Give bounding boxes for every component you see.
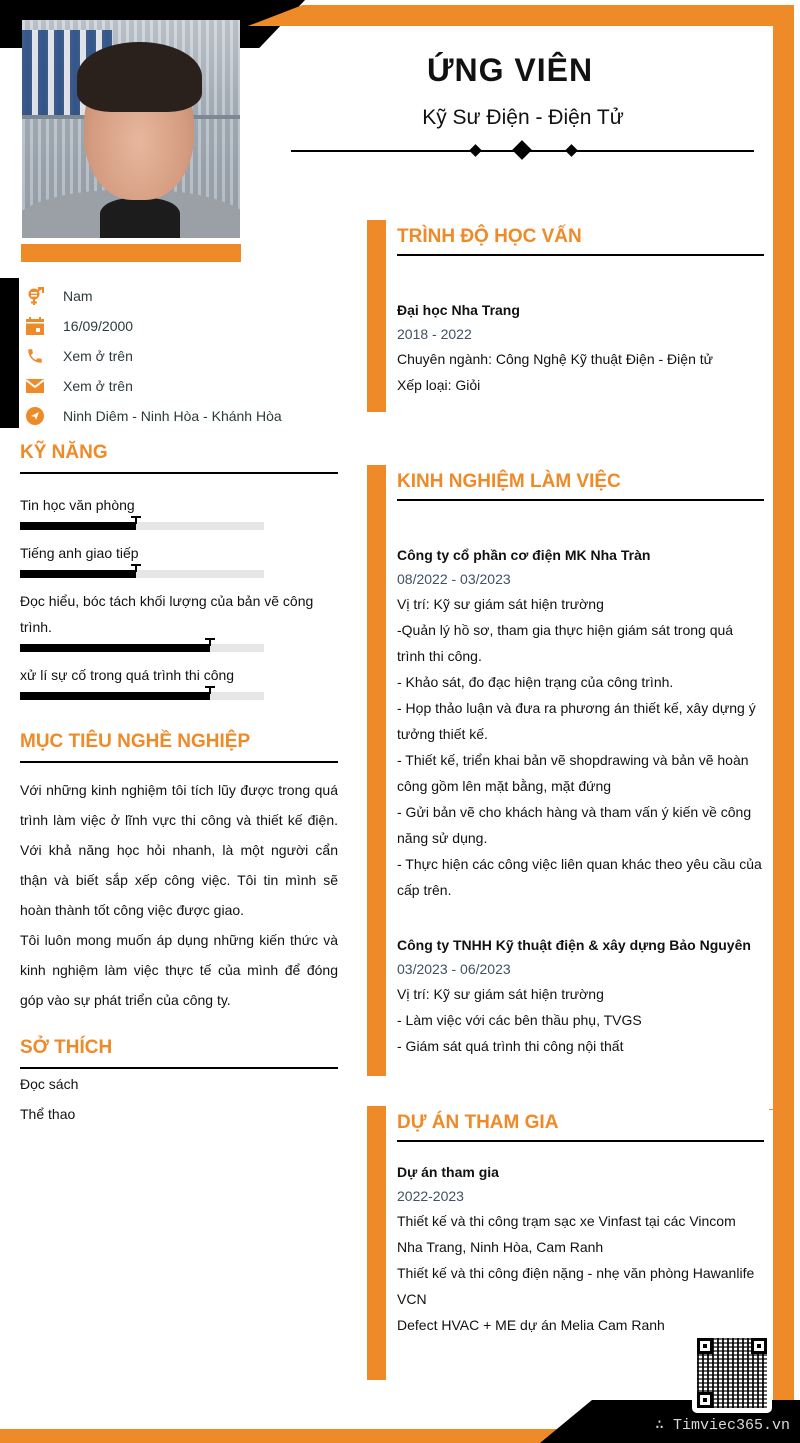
diamond-small-left	[469, 144, 482, 157]
skill-label: Đọc hiểu, bóc tách khối lượng của bản vẽ công trình.	[20, 593, 314, 635]
skill-bar	[20, 644, 264, 652]
skill-item	[20, 492, 338, 530]
job-line: - Làm việc với các bên thầu phụ, TVGS	[397, 1012, 642, 1028]
bottom-orange-band	[0, 1429, 560, 1443]
qr-finder-top-left	[697, 1338, 713, 1354]
job-period: 03/2023 - 06/2023	[397, 961, 511, 977]
header-divider	[291, 150, 754, 152]
projects-heading: DỰ ÁN THAM GIA	[397, 1112, 559, 1133]
skill-label: Tiếng anh giao tiếp	[20, 545, 139, 561]
goal-paragraph: Với những kinh nghiệm tôi tích lũy được trong quá trình làm việc ở lĩnh vực thi công và thiết kế điện. Với khả năng học hỏi nhanh, là một người cẩn thận và biết sắp xếp công việc. Tôi tin mình sẽ hoàn thành tốt công việc được giao.	[20, 782, 338, 918]
gender-icon	[25, 286, 45, 306]
education-heading: TRÌNH ĐỘ HỌC VẤN	[397, 226, 582, 247]
contact-email-value: Xem ở trên	[63, 378, 133, 394]
contact-list	[25, 281, 345, 431]
skills-rule	[20, 472, 338, 474]
job-entry	[397, 933, 764, 1059]
education-line: Chuyên ngành: Công Nghệ Kỹ thuật Điện - Điện tử	[397, 351, 714, 367]
education-section	[397, 226, 764, 398]
contact-phone-value: Xem ở trên	[63, 348, 133, 364]
job-line: - Họp thảo luận và đưa ra phương án thiết kế, xây dựng ý tưởng thiết kế.	[397, 700, 756, 742]
job-period: 08/2022 - 03/2023	[397, 571, 511, 587]
skill-label: Tin học văn phòng	[20, 497, 135, 513]
contact-address-value: Ninh Diêm - Ninh Hòa - Khánh Hòa	[63, 408, 282, 424]
project-line: Defect HVAC + ME dự án Melia Cam Ranh	[397, 1317, 665, 1333]
job-company: Công ty TNHH Kỹ thuật điện & xây dựng Bảo Nguyên	[397, 937, 751, 953]
skill-bar	[20, 692, 264, 700]
job-line: - Gửi bản vẽ cho khách hàng và tham vấn ý kiến về công năng sử dụng.	[397, 804, 752, 846]
avatar-photo	[22, 20, 240, 238]
job-line: -Quản lý hồ sơ, tham gia thực hiện giám sát trong quá trình thi công.	[397, 622, 734, 664]
contact-gender-value: Nam	[63, 288, 93, 304]
skill-label: xử lí sự cố trong quá trình thi công	[20, 667, 235, 683]
hobby-item: Thể thao	[20, 1106, 76, 1122]
project-name: Dự án tham gia	[397, 1164, 499, 1180]
projects-accent-bar	[367, 1106, 386, 1380]
diamond-small-right	[565, 144, 578, 157]
project-line: Thiết kế và thi công điện nặng - nhẹ văn phòng Hawanlife VCN	[397, 1265, 755, 1307]
contact-birthday-value: 16/09/2000	[63, 318, 134, 334]
project-period: 2022-2023	[397, 1188, 464, 1204]
job-line: - Thực hiện các công việc liên quan khác theo yêu cầu của cấp trên.	[397, 856, 762, 898]
contact-email	[25, 371, 345, 401]
skill-item	[20, 540, 338, 578]
email-icon	[25, 376, 45, 396]
contact-birthday	[25, 311, 345, 341]
contact-address	[25, 401, 345, 431]
experience-rule	[397, 499, 764, 501]
career-goal-section	[20, 731, 338, 1015]
right-tick-mark	[769, 1109, 775, 1110]
left-black-bar	[0, 278, 19, 428]
education-accent-bar	[367, 220, 386, 412]
site-watermark[interactable]: ∴ Timviec365.vn	[655, 1417, 791, 1434]
project-line: Thiết kế và thi công trạm sạc xe Vinfast tại các Vincom Nha Trang, Ninh Hòa, Cam Ranh	[397, 1213, 736, 1255]
job-company: Công ty cổ phần cơ điện MK Nha Tràn	[397, 547, 651, 563]
projects-section	[397, 1112, 764, 1338]
job-line: - Khảo sát, đo đạc hiện trạng của công trình.	[397, 674, 674, 690]
skills-heading: KỸ NĂNG	[20, 442, 108, 463]
qr-finder-top-right	[751, 1338, 767, 1354]
top-orange-band	[248, 5, 794, 26]
education-rule	[397, 254, 764, 256]
goal-rule	[20, 761, 338, 763]
contact-gender	[25, 281, 345, 311]
hobbies-heading: SỞ THÍCH	[20, 1037, 113, 1058]
candidate-name: ỨNG VIÊN	[426, 52, 594, 88]
candidate-role: Kỹ Sư Điện - Điện Tử	[422, 106, 624, 129]
education-school: Đại học Nha Trang	[397, 302, 520, 318]
projects-rule	[397, 1140, 764, 1142]
photo-accent-strip	[21, 244, 241, 262]
hobby-item: Đọc sách	[20, 1076, 79, 1092]
skill-bar	[20, 570, 264, 578]
right-orange-bar	[773, 5, 794, 1410]
diamond-large-center	[512, 140, 532, 160]
qr-finder-bottom-left	[697, 1392, 713, 1408]
experience-heading: KINH NGHIỆM LÀM VIỆC	[397, 471, 621, 492]
job-line: - Thiết kế, triển khai bản vẽ shopdrawing và bản vẽ hoàn công gồm lên mặt bằng, mặt đứng	[397, 752, 749, 794]
phone-icon	[25, 346, 45, 366]
location-icon	[25, 406, 45, 426]
goal-paragraph: Tôi luôn mong muốn áp dụng những kiến thức và kinh nghiệm làm việc thực tế của mình để đóng góp vào sự phát triển của công ty.	[20, 932, 338, 1008]
experience-accent-bar	[367, 465, 386, 1076]
job-entry	[397, 543, 764, 903]
experience-section	[397, 471, 764, 1059]
hobbies-section	[20, 1037, 338, 1129]
job-line: Vị trí: Kỹ sư giám sát hiện trường	[397, 986, 604, 1002]
skill-item	[20, 588, 338, 652]
goal-heading: MỤC TIÊU NGHỀ NGHIỆP	[20, 731, 251, 752]
skill-bar	[20, 522, 264, 530]
calendar-icon	[25, 316, 45, 336]
skill-item	[20, 662, 338, 700]
job-line: Vị trí: Kỹ sư giám sát hiện trường	[397, 596, 604, 612]
skills-section	[20, 442, 338, 700]
education-line: Xếp loại: Giỏi	[397, 377, 481, 393]
job-line: - Giám sát quá trình thi công nội thất	[397, 1038, 624, 1054]
education-period: 2018 - 2022	[397, 326, 472, 342]
qr-code[interactable]	[692, 1333, 772, 1413]
contact-phone	[25, 341, 345, 371]
